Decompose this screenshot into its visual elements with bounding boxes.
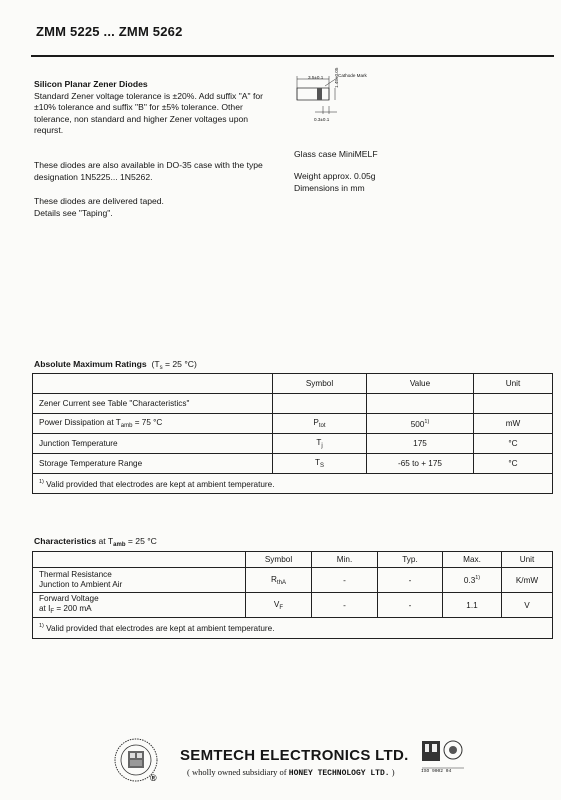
intro-p2 xyxy=(34,160,274,183)
header-min: Min. xyxy=(312,552,378,568)
table-row xyxy=(33,593,553,618)
header-param xyxy=(33,374,273,394)
sym-text: T xyxy=(314,458,320,467)
table-footnote-row xyxy=(33,618,553,639)
char-cond: at T xyxy=(96,536,114,546)
param-line2 xyxy=(39,604,239,617)
footnote-sup: 1) xyxy=(39,478,44,485)
intro-heading: Silicon Planar Zener Diodes xyxy=(34,79,148,89)
header-typ: Typ. xyxy=(378,552,443,568)
row-unit: mW xyxy=(474,414,553,434)
row-unit: K/mW xyxy=(502,568,553,593)
characteristics-heading xyxy=(34,536,157,548)
registered-mark: ® xyxy=(150,773,157,783)
package-outline-drawing xyxy=(295,74,365,126)
row-min: - xyxy=(312,568,378,593)
row-symbol xyxy=(246,593,312,618)
footnote-sup: 1) xyxy=(39,623,44,629)
intro-p1-line1: Standard Zener voltage tolerance is ±20%. Add suffix "A" for xyxy=(34,90,263,101)
abs-max-footnote xyxy=(33,474,553,494)
param-text: Power Dissipation at T xyxy=(39,418,121,427)
row-symbol xyxy=(273,434,367,454)
param-sub: amb xyxy=(120,423,133,429)
table-header-row xyxy=(33,552,553,568)
header-max: Max. xyxy=(443,552,502,568)
param-line2: Junction to Ambient Air xyxy=(39,580,123,589)
row-value xyxy=(367,414,474,434)
row-symbol xyxy=(273,414,367,434)
sym-sub: j xyxy=(321,443,323,449)
intro-p1-line3: tolerance, non standard and higher Zener voltages upon xyxy=(34,113,249,124)
company-subsidiary-line xyxy=(187,767,395,778)
row-typ: - xyxy=(378,568,443,593)
param-line1: Thermal Resistance xyxy=(39,570,112,579)
row-symbol xyxy=(273,394,367,414)
row-param xyxy=(33,568,246,593)
dim-diameter: 1.45±0.05 xyxy=(334,67,339,88)
sym-text: R xyxy=(271,574,277,584)
abs-max-cond-end: = 25 °C) xyxy=(162,359,197,369)
sym-text: V xyxy=(273,599,280,609)
abs-max-table xyxy=(32,373,553,494)
row-param xyxy=(33,414,273,434)
row-param xyxy=(33,593,246,618)
char-cond-end: = 25 °C xyxy=(125,536,157,546)
abs-max-cond-sub: s xyxy=(159,365,163,371)
row-param: Junction Temperature xyxy=(33,434,273,454)
row-max: 1.1 xyxy=(443,593,502,618)
header-symbol: Symbol xyxy=(273,374,367,394)
intro-p2-line1: These diodes are also available in DO-35 case with the type xyxy=(34,160,263,170)
sym-text: T xyxy=(316,438,322,447)
company-seal-logo xyxy=(110,736,168,788)
package-dimensions: Dimensions in mm xyxy=(294,183,365,193)
title-rule xyxy=(31,55,554,57)
max-sup: 1) xyxy=(475,575,481,581)
header-unit: Unit xyxy=(502,552,553,568)
table-row xyxy=(33,454,553,474)
intro-p3-line1: These diodes are delivered taped. xyxy=(34,196,164,206)
value-text: 500 xyxy=(410,419,425,429)
row-unit: °C xyxy=(474,434,553,454)
package-case: Glass case MiniMELF xyxy=(294,149,378,159)
param-end: = 75 °C xyxy=(132,418,163,427)
param-line1: Forward Voltage xyxy=(39,593,99,603)
abs-max-heading-text: Absolute Maximum Ratings xyxy=(34,359,147,369)
table-header-row xyxy=(33,374,553,394)
subsidiary-text: ( wholly owned subsidiary of xyxy=(187,767,289,777)
cathode-mark-label: Cathode Mark xyxy=(338,73,367,78)
row-unit: °C xyxy=(474,454,553,474)
abs-max-condition xyxy=(149,359,197,369)
header-value: Value xyxy=(367,374,474,394)
table-row xyxy=(33,414,553,434)
sym-sub: thA xyxy=(276,579,286,586)
row-value xyxy=(367,394,474,414)
intro-p3 xyxy=(34,196,274,219)
max-text: 0.3 xyxy=(463,576,476,585)
intro-p3-line2: Details see "Taping". xyxy=(34,207,113,218)
param2-sub: F xyxy=(50,608,55,615)
param2-text: at I xyxy=(39,603,51,613)
sym-text: P xyxy=(313,418,319,427)
characteristics-footnote xyxy=(33,618,553,639)
footnote-text: Valid provided that electrodes are kept at ambient temperature. xyxy=(43,624,275,633)
row-unit xyxy=(474,394,553,414)
table-footnote-row xyxy=(33,474,553,494)
table-row xyxy=(33,394,553,414)
row-symbol xyxy=(246,568,312,593)
intro-block xyxy=(34,79,274,137)
intro-p1-line2: ±10% tolerance and suffix "B" for ±5% tolerance. Other xyxy=(34,102,243,113)
row-typ: - xyxy=(378,593,443,618)
sym-sub: tot xyxy=(318,423,326,429)
row-value: -65 to + 175 xyxy=(367,454,474,474)
characteristics-heading-text: Characteristics xyxy=(34,536,97,546)
table-row xyxy=(33,568,553,593)
characteristics-table xyxy=(32,551,553,639)
sym-sub: F xyxy=(279,604,284,611)
package-weight: Weight approx. 0.05g xyxy=(294,171,376,181)
header-symbol: Symbol xyxy=(246,552,312,568)
iso-cert-number: ISO 9002 04 xyxy=(421,769,452,774)
subsidiary-close: ) xyxy=(389,767,395,777)
row-value: 175 xyxy=(367,434,474,454)
sym-sub: S xyxy=(320,463,325,469)
intro-p1-line4: requrst. xyxy=(34,125,64,136)
abs-max-heading xyxy=(34,359,197,371)
intro-p2-line2: designation 1N5225... 1N5262. xyxy=(34,171,153,182)
footnote-text: Valid provided that electrodes are kept at ambient temperature. xyxy=(43,479,275,489)
param2-end: = 200 mA xyxy=(54,603,92,613)
row-param: Zener Current see Table "Characteristics" xyxy=(33,394,273,414)
parent-company-name: HONEY TECHNOLOGY LTD. xyxy=(288,769,390,778)
header-param xyxy=(33,552,246,568)
dim-length: 3.5±0.1 xyxy=(308,75,324,80)
dim-end: 0.3±0.1 xyxy=(314,117,330,122)
row-min: - xyxy=(312,593,378,618)
value-sup: 1) xyxy=(424,418,430,425)
row-symbol xyxy=(273,454,367,474)
row-max xyxy=(443,568,502,593)
row-unit: V xyxy=(502,593,553,618)
header-unit: Unit xyxy=(474,374,553,394)
company-name: SEMTECH ELECTRONICS LTD. xyxy=(180,747,409,764)
char-cond-sub: amb xyxy=(113,542,126,548)
abs-max-cond-text: (T xyxy=(151,359,160,369)
row-param: Storage Temperature Range xyxy=(33,454,273,474)
table-row xyxy=(33,434,553,454)
page-title: ZMM 5225 ... ZMM 5262 xyxy=(36,24,183,39)
